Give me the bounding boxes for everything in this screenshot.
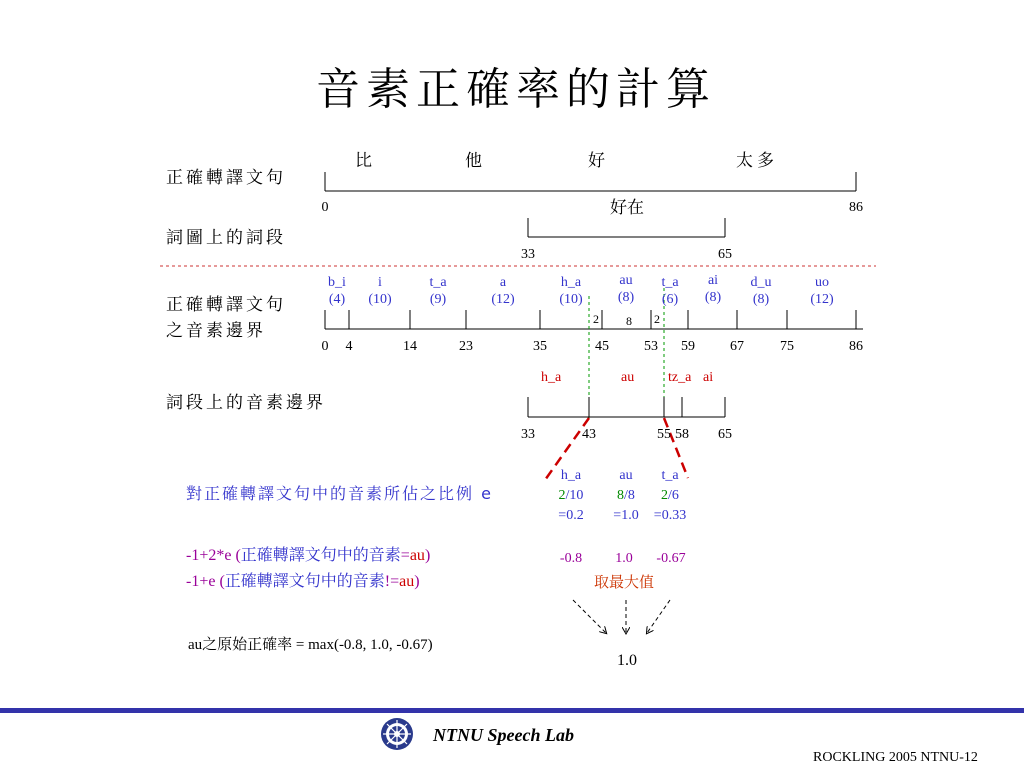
ref-sentence-line	[325, 172, 856, 191]
footer-bar	[0, 708, 1024, 713]
ref-phone: ai (8)	[704, 273, 722, 305]
formula-not-equal: -1+e (正確轉譯文句中的音素!=au)	[186, 571, 420, 590]
axis-tick-label: 43	[582, 427, 596, 442]
ref-phone: au (8)	[617, 273, 635, 305]
axis-tick-label: 14	[403, 339, 417, 354]
ref-word: 他	[465, 151, 482, 171]
score-value: 1.0	[615, 551, 633, 566]
ratio-title: 對正確轉譯文句中的音素所佔之比例 e	[186, 484, 493, 503]
ref-phone: t_a (6)	[661, 275, 679, 307]
ref-phone: d_u (8)	[750, 275, 772, 307]
axis-tick-label: 75	[780, 339, 794, 354]
segment-phone-boundary-label: 詞段上的音素邊界	[166, 393, 326, 413]
slide-credit: ROCKLING 2005 NTNU-12	[813, 750, 978, 765]
ref-phone: t_a (9)	[429, 275, 447, 307]
ref-phone: uo (12)	[810, 275, 834, 307]
segment-phone-boundary-line	[528, 397, 725, 417]
axis-tick-label: 65	[718, 247, 732, 262]
overlap-mark: 2	[593, 312, 599, 326]
axis-tick-label: 67	[730, 339, 744, 354]
segment-phone: h_a	[541, 370, 562, 385]
axis-tick-label: 86	[849, 339, 863, 354]
ref-phone: h_a (10)	[559, 275, 583, 307]
score-value: -0.67	[656, 551, 686, 566]
axis-tick-label: 23	[459, 339, 473, 354]
axis-tick-label: 55	[657, 427, 671, 442]
ref-phone-boundary-label: 之音素邊界	[166, 321, 266, 341]
axis-tick-label: 65	[718, 427, 732, 442]
result-line: au之原始正確率 = max(-0.8, 1.0, -0.67)	[188, 637, 433, 653]
segment-word: 好在	[610, 198, 644, 218]
axis-tick-label: 4	[345, 339, 353, 354]
ref-word: 好	[588, 151, 605, 171]
page-title: 音素正確率的計算	[316, 64, 716, 115]
formula-equal: -1+2*e (正確轉譯文句中的音素=au)	[186, 545, 431, 564]
axis-tick-label: 33	[521, 427, 535, 442]
lab-name: NTNU Speech Lab	[433, 725, 574, 745]
ratio-column: t_a 2/6 =0.33	[653, 468, 687, 523]
ratio-column: au 8/8 =1.0	[613, 468, 639, 523]
ref-phone: a (12)	[491, 275, 515, 307]
lattice-segment-line	[528, 218, 725, 237]
axis-tick-label: 35	[533, 339, 547, 354]
ref-sentence-label: 正確轉譯文句	[166, 168, 286, 188]
axis-tick-label: 33	[521, 247, 535, 262]
axis-tick-label: 0	[321, 200, 329, 215]
axis-tick-label: 45	[595, 339, 609, 354]
ref-phone-boundary-label: 正確轉譯文句	[166, 295, 286, 315]
axis-tick-label: 59	[681, 339, 695, 354]
axis-tick-label: 58	[675, 427, 689, 442]
ref-phone: i (10)	[368, 275, 392, 307]
max-arrows	[573, 600, 670, 633]
result-value: 1.0	[617, 652, 637, 669]
axis-tick-label: 86	[849, 200, 863, 215]
ratio-column: h_a 2/10 =0.2	[558, 468, 584, 523]
segment-phone: ai	[703, 370, 714, 385]
axis-tick-label: 53	[644, 339, 658, 354]
ref-word: 太多	[736, 151, 778, 171]
overlap-mark: 2	[654, 312, 660, 326]
overlap-mark: 8	[626, 314, 632, 328]
ref-phone: b_i (4)	[328, 275, 346, 307]
segment-phone: tz_a	[668, 370, 692, 385]
axis-tick-label: 0	[321, 339, 329, 354]
lattice-segment-label: 詞圖上的詞段	[166, 228, 286, 248]
segment-phone: au	[621, 370, 635, 385]
ref-word: 比	[355, 151, 372, 171]
ntnu-logo	[380, 717, 414, 751]
take-max-label: 取最大值	[594, 573, 655, 591]
score-value: -0.8	[559, 551, 583, 566]
